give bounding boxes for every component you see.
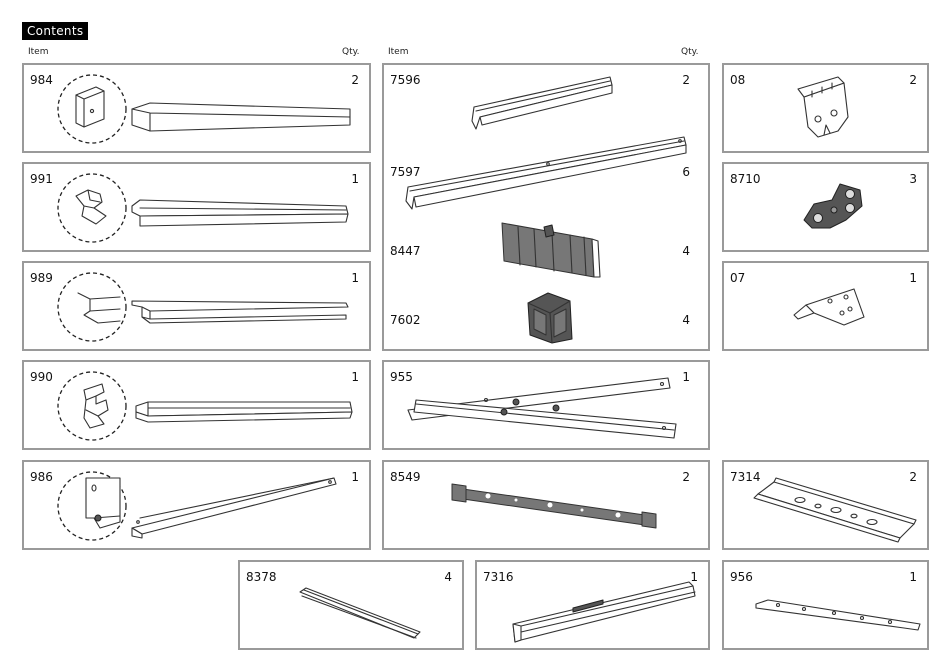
panel-connector-icon: [498, 221, 608, 281]
part-quantity: 6: [682, 165, 690, 179]
part-number: 8447: [390, 244, 421, 258]
brace-strap-icon: [452, 482, 662, 532]
part-card-955: [382, 360, 710, 450]
qty-header: Qty.: [681, 47, 699, 57]
part-number: 986: [30, 470, 53, 484]
rail-profile-icon: [54, 172, 354, 246]
part-quantity: 4: [682, 313, 690, 327]
part-quantity: 2: [909, 470, 917, 484]
short-channel-icon: [472, 75, 622, 135]
part-number: 990: [30, 370, 53, 384]
part-card-956: [722, 560, 929, 650]
part-number: 8549: [390, 470, 421, 484]
ridge-rail-icon: [511, 578, 701, 648]
channel-rail-icon: [54, 370, 354, 444]
angle-plate-icon: [794, 281, 874, 331]
part-number: 7596: [390, 73, 421, 87]
square-tube-icon: [54, 73, 354, 147]
part-card-8378: [238, 560, 464, 650]
part-card-8710: [722, 162, 929, 252]
part-card-991: [22, 162, 371, 252]
part-quantity: 2: [682, 470, 690, 484]
part-number: 8710: [730, 172, 761, 186]
part-card-08: [722, 63, 929, 153]
part-number: 7597: [390, 165, 421, 179]
part-number: 08: [730, 73, 746, 87]
page-title: Contents: [22, 22, 88, 40]
part-number: 984: [30, 73, 53, 87]
part-card-07: [722, 261, 929, 351]
part-number: 7602: [390, 313, 421, 327]
qty-header: Qty.: [342, 47, 360, 57]
part-number: 991: [30, 172, 53, 186]
part-quantity: 2: [351, 73, 359, 87]
part-quantity: 4: [444, 570, 452, 584]
flat-strap-icon: [754, 598, 924, 634]
narrow-rail-icon: [298, 588, 422, 640]
part-card-984: [22, 63, 371, 153]
item-header: Item: [388, 47, 409, 57]
part-number: 989: [30, 271, 53, 285]
part-number: 7314: [730, 470, 761, 484]
part-quantity: 1: [909, 570, 917, 584]
bracket-plate-icon: [796, 77, 856, 141]
part-number: 8378: [246, 570, 277, 584]
corner-connector-icon: [522, 291, 582, 345]
part-card-989: [22, 261, 371, 351]
part-card-990: [22, 360, 371, 450]
part-number: 7316: [483, 570, 514, 584]
angle-bar-icon: [54, 470, 354, 544]
part-quantity: 1: [909, 271, 917, 285]
part-number: 956: [730, 570, 753, 584]
part-card-8549: [382, 460, 710, 550]
long-channel-icon: [406, 135, 696, 215]
angle-rail-icon: [54, 271, 354, 345]
item-header: Item: [28, 47, 49, 57]
part-quantity: 1: [690, 570, 698, 584]
part-number: 07: [730, 271, 746, 285]
part-card-986: [22, 460, 371, 550]
three-hole-plate-icon: [800, 180, 870, 232]
part-card-7314: [722, 460, 929, 550]
part-quantity: 4: [682, 244, 690, 258]
part-quantity: 2: [909, 73, 917, 87]
part-quantity: 1: [351, 370, 359, 384]
part-card-group-middle: [382, 63, 710, 351]
part-quantity: 1: [351, 470, 359, 484]
part-number: 955: [390, 370, 413, 384]
part-quantity: 1: [351, 172, 359, 186]
slotted-channel-icon: [754, 476, 919, 542]
crossed-braces-icon: [406, 376, 696, 446]
part-quantity: 1: [682, 370, 690, 384]
part-quantity: 1: [351, 271, 359, 285]
part-quantity: 2: [682, 73, 690, 87]
part-quantity: 3: [909, 172, 917, 186]
part-card-7316: [475, 560, 710, 650]
